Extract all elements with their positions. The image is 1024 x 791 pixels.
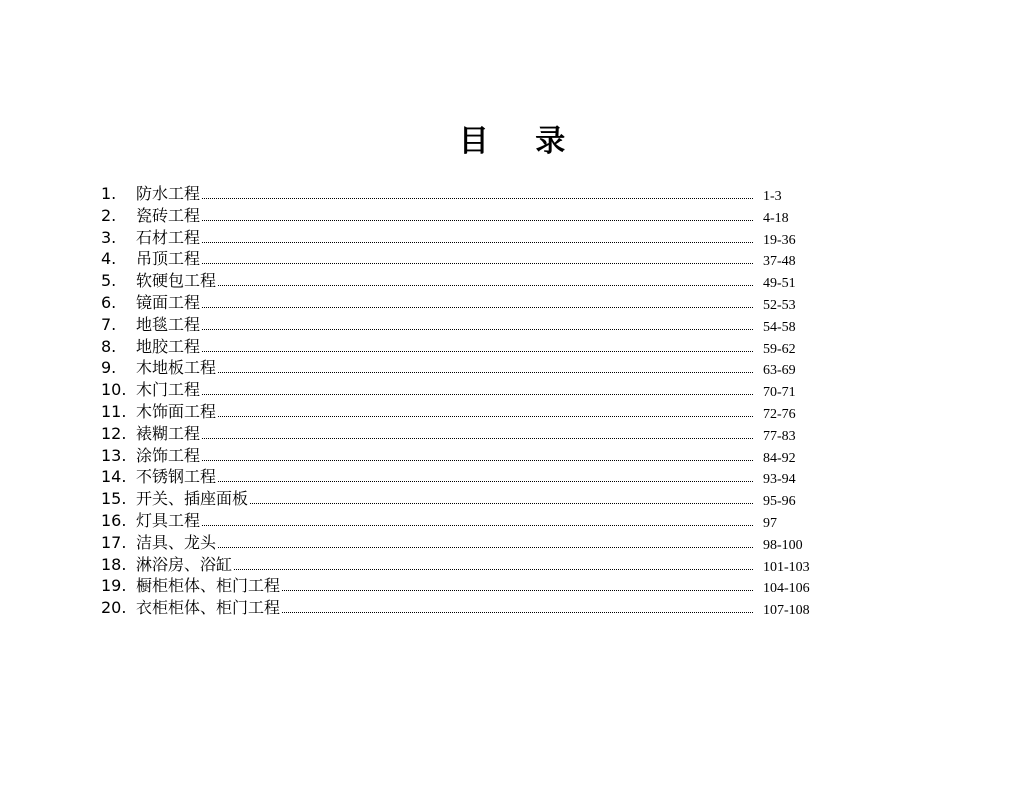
toc-entry — [101, 423, 831, 445]
toc-entry — [101, 270, 831, 292]
dot-leader — [141, 525, 753, 526]
toc-entry — [101, 597, 831, 619]
toc-entry — [101, 575, 831, 597]
toc-entry — [101, 445, 831, 467]
dot-leader — [141, 372, 753, 373]
toc-entry-title: 涂饰工程 — [136, 445, 201, 465]
toc-entry-pages: 63-69 — [763, 363, 796, 379]
toc-entry-pages: 98-100 — [763, 537, 803, 553]
toc-entry-pages: 59-62 — [763, 341, 796, 357]
toc-entry-number: 9. — [101, 358, 117, 378]
toc-entry-number: 8. — [101, 336, 117, 356]
toc-entry-pages: 72-76 — [763, 406, 796, 422]
toc-entry — [101, 401, 831, 423]
dot-leader — [141, 285, 753, 286]
toc-entry-title: 地毯工程 — [136, 314, 201, 334]
toc-entry-pages: 37-48 — [763, 254, 796, 270]
dot-leader — [141, 329, 753, 330]
toc-entry-pages: 70-71 — [763, 385, 796, 401]
dot-leader — [141, 416, 753, 417]
toc-entry-number: 14. — [101, 467, 127, 487]
toc-entry-title: 石材工程 — [136, 227, 201, 247]
toc-entry-pages: 52-53 — [763, 297, 796, 313]
toc-entry-pages: 97 — [763, 515, 777, 531]
toc-entry-title: 地胶工程 — [136, 336, 201, 356]
toc-entry — [101, 227, 831, 249]
toc-entry-number: 20. — [101, 598, 127, 618]
toc-entry-number: 4. — [101, 249, 117, 269]
toc-entry-title: 灯具工程 — [136, 510, 201, 530]
toc-entry-pages: 101-103 — [763, 559, 810, 575]
toc-entry — [101, 466, 831, 488]
toc-entry — [101, 488, 831, 510]
toc-entry-title: 镜面工程 — [136, 292, 201, 312]
toc-entry-title: 洁具、龙头 — [136, 532, 217, 552]
table-of-contents — [101, 183, 831, 619]
toc-entry-pages: 4-18 — [763, 210, 789, 226]
toc-entry-number: 10. — [101, 380, 127, 400]
toc-entry-title: 软硬包工程 — [136, 271, 217, 291]
toc-entry-number: 11. — [101, 401, 127, 421]
toc-entry-number: 12. — [101, 423, 127, 443]
toc-entry-title: 裱糊工程 — [136, 423, 201, 443]
toc-entry — [101, 336, 831, 358]
dot-leader — [141, 263, 753, 264]
toc-entry — [101, 510, 831, 532]
toc-entry-number: 15. — [101, 489, 127, 509]
toc-entry-title: 木地板工程 — [136, 358, 217, 378]
toc-entry — [101, 554, 831, 576]
toc-entry-title: 不锈钢工程 — [136, 467, 217, 487]
dot-leader — [141, 351, 753, 352]
toc-entry-title: 防水工程 — [136, 184, 201, 203]
toc-entry-number: 17. — [101, 532, 127, 552]
toc-entry — [101, 205, 831, 227]
toc-entry-number: 6. — [101, 292, 117, 312]
toc-entry — [101, 248, 831, 270]
toc-entry-title: 瓷砖工程 — [136, 205, 201, 225]
toc-entry-title: 淋浴房、浴缸 — [136, 554, 233, 574]
dot-leader — [141, 242, 753, 243]
toc-entry-title: 木饰面工程 — [136, 401, 217, 421]
toc-entry-title: 衣柜柜体、柜门工程 — [136, 598, 281, 618]
toc-entry-pages: 107-108 — [763, 603, 810, 619]
dot-leader — [141, 547, 753, 548]
toc-entry — [101, 357, 831, 379]
page-title: 目 录 — [458, 124, 584, 159]
toc-entry-title: 木门工程 — [136, 380, 201, 400]
toc-entry-title: 吊顶工程 — [136, 249, 201, 269]
toc-entry-number: 2. — [101, 205, 117, 225]
toc-entry-pages: 1-3 — [763, 189, 782, 204]
toc-entry-pages: 77-83 — [763, 428, 796, 444]
toc-entry-pages: 49-51 — [763, 276, 796, 292]
toc-entry-number: 3. — [101, 227, 117, 247]
toc-entry-title: 橱柜柜体、柜门工程 — [136, 576, 281, 596]
dot-leader — [141, 220, 753, 221]
toc-entry-number: 13. — [101, 445, 127, 465]
toc-entry-title: 开关、插座面板 — [136, 489, 249, 509]
toc-entry-number: 16. — [101, 510, 127, 530]
toc-entry-pages: 95-96 — [763, 494, 796, 510]
toc-entry — [101, 314, 831, 336]
dot-leader — [141, 438, 753, 439]
dot-leader — [141, 460, 753, 461]
toc-entry — [101, 292, 831, 314]
toc-entry-number: 1. — [101, 184, 117, 203]
toc-entry — [101, 379, 831, 401]
dot-leader — [141, 394, 753, 395]
toc-entry-number: 18. — [101, 554, 127, 574]
dot-leader — [141, 198, 753, 199]
toc-entry-pages: 54-58 — [763, 319, 796, 335]
dot-leader — [141, 481, 753, 482]
toc-entry — [101, 183, 831, 205]
toc-entry — [101, 532, 831, 554]
toc-entry-pages: 84-92 — [763, 450, 796, 466]
toc-entry-number: 19. — [101, 576, 127, 596]
toc-entry-pages: 104-106 — [763, 581, 810, 597]
toc-entry-number: 7. — [101, 314, 117, 334]
toc-entry-number: 5. — [101, 271, 117, 291]
toc-entry-pages: 19-36 — [763, 232, 796, 248]
dot-leader — [141, 307, 753, 308]
toc-entry-pages: 93-94 — [763, 472, 796, 488]
